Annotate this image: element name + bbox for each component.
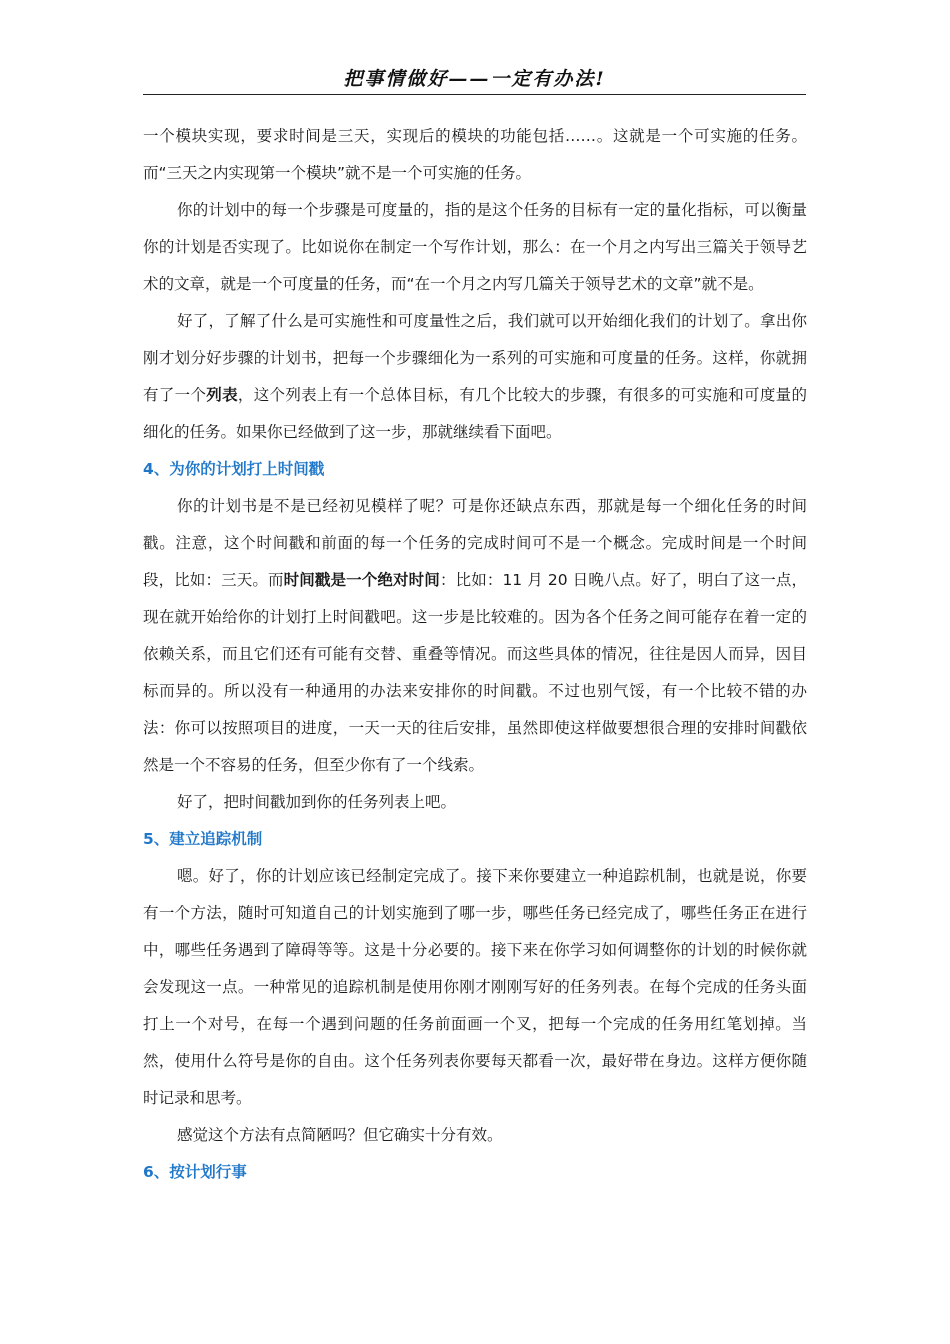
paragraph: 你的计划中的每一个步骤是可度量的，指的是这个任务的目标有一定的量化指标，可以衡量你的计划是否实现了。比如说你在制定一个写作计划，那么：在一个月之内写出三篇关于领导艺术的文章，就是一个可度量的任务，而“在一个月之内写几篇关于领导艺术的文章”就不是。 <box>143 201 807 293</box>
document-body <box>143 118 807 1191</box>
paragraph: 嗯。好了，你的计划应该已经制定完成了。接下来你要建立一种追踪机制，也就是说，你要有一个方法，随时可知道自己的计划实施到了哪一步，哪些任务已经完成了，哪些任务正在进行中，哪些任务遇到了障碍等等。这是十分必要的。接下来在你学习如何调整你的计划的时候你就会发现这一点。一种常见的追踪机制是使用你刚才刚刚写好的任务列表。在每个完成的任务头面打上一个对号，在每一个遇到问题的任务前面画一个叉，把每一个完成的任务用红笔划掉。当然，使用什么符号是你的自由。这个任务列表你要每天都看一次，最好带在身边。这样方便你随时记录和思考。 <box>143 867 807 1107</box>
bold-text: 时间戳是一个绝对时间 <box>283 571 440 589</box>
paragraph <box>143 488 807 784</box>
paragraph: 好了，把时间戳加到你的任务列表上吧。 <box>177 793 457 811</box>
paragraph-text: 你的计划书是不是已经初见模样了呢？可是你还缺点东西，那就是每一个细化任务的时间戳。注意，这个时间戳和前面的每一个任务的完成时间可不是一个概念。完成时间是一个时间段，比如：三天。而 <box>143 497 807 589</box>
paragraph <box>143 303 807 451</box>
page-header <box>143 64 806 95</box>
paragraph-text: 好了，了解了什么是可实施性和可度量性之后，我们就可以开始细化我们的计划了。拿出你刚才划分好步骤的计划书，把每一个步骤细化为一系列的可实施和可度量的任务。这样，你就拥有了一个 <box>143 312 807 404</box>
section-heading: 4、为你的计划打上时间戳 <box>143 460 325 478</box>
paragraph-text: ，这个列表上有一个总体目标，有几个比较大的步骤，有很多的可实施和可度量的细化的任务。如果你已经做到了这一步，那就继续看下面吧。 <box>143 386 807 441</box>
section-heading: 6、按计划行事 <box>143 1163 247 1181</box>
paragraph: 一个模块实现，要求时间是三天，实现后的模块的功能包括……。这就是一个可实施的任务。而“三天之内实现第一个模块”就不是一个可实施的任务。 <box>143 127 807 182</box>
section-heading: 5、建立追踪机制 <box>143 830 263 848</box>
bold-text: 列表 <box>206 386 238 404</box>
paragraph-text: ：比如：11 月 20 日晚八点。好了，明白了这一点，现在就开始给你的计划打上时间戳吧。这一步是比较难的。因为各个任务之间可能存在着一定的依赖关系，而且它们还有可能有交替、重叠等情况。而这些具体的情况，往往是因人而异，因目标而异的。所以没有一种通用的办法来安排你的时间戳。不过也别气馁，有一个比较不错的办法：你可以按照项目的进度，一天一天的往后安排，虽然即使这样做要想很合理的安排时间戳依然是一个不容易的任务，但至少你有了一个线索。 <box>143 571 807 774</box>
page-header-title: 把事情做好——一定有办法! <box>343 68 606 90</box>
paragraph: 感觉这个方法有点简陋吗？但它确实十分有效。 <box>177 1126 503 1144</box>
